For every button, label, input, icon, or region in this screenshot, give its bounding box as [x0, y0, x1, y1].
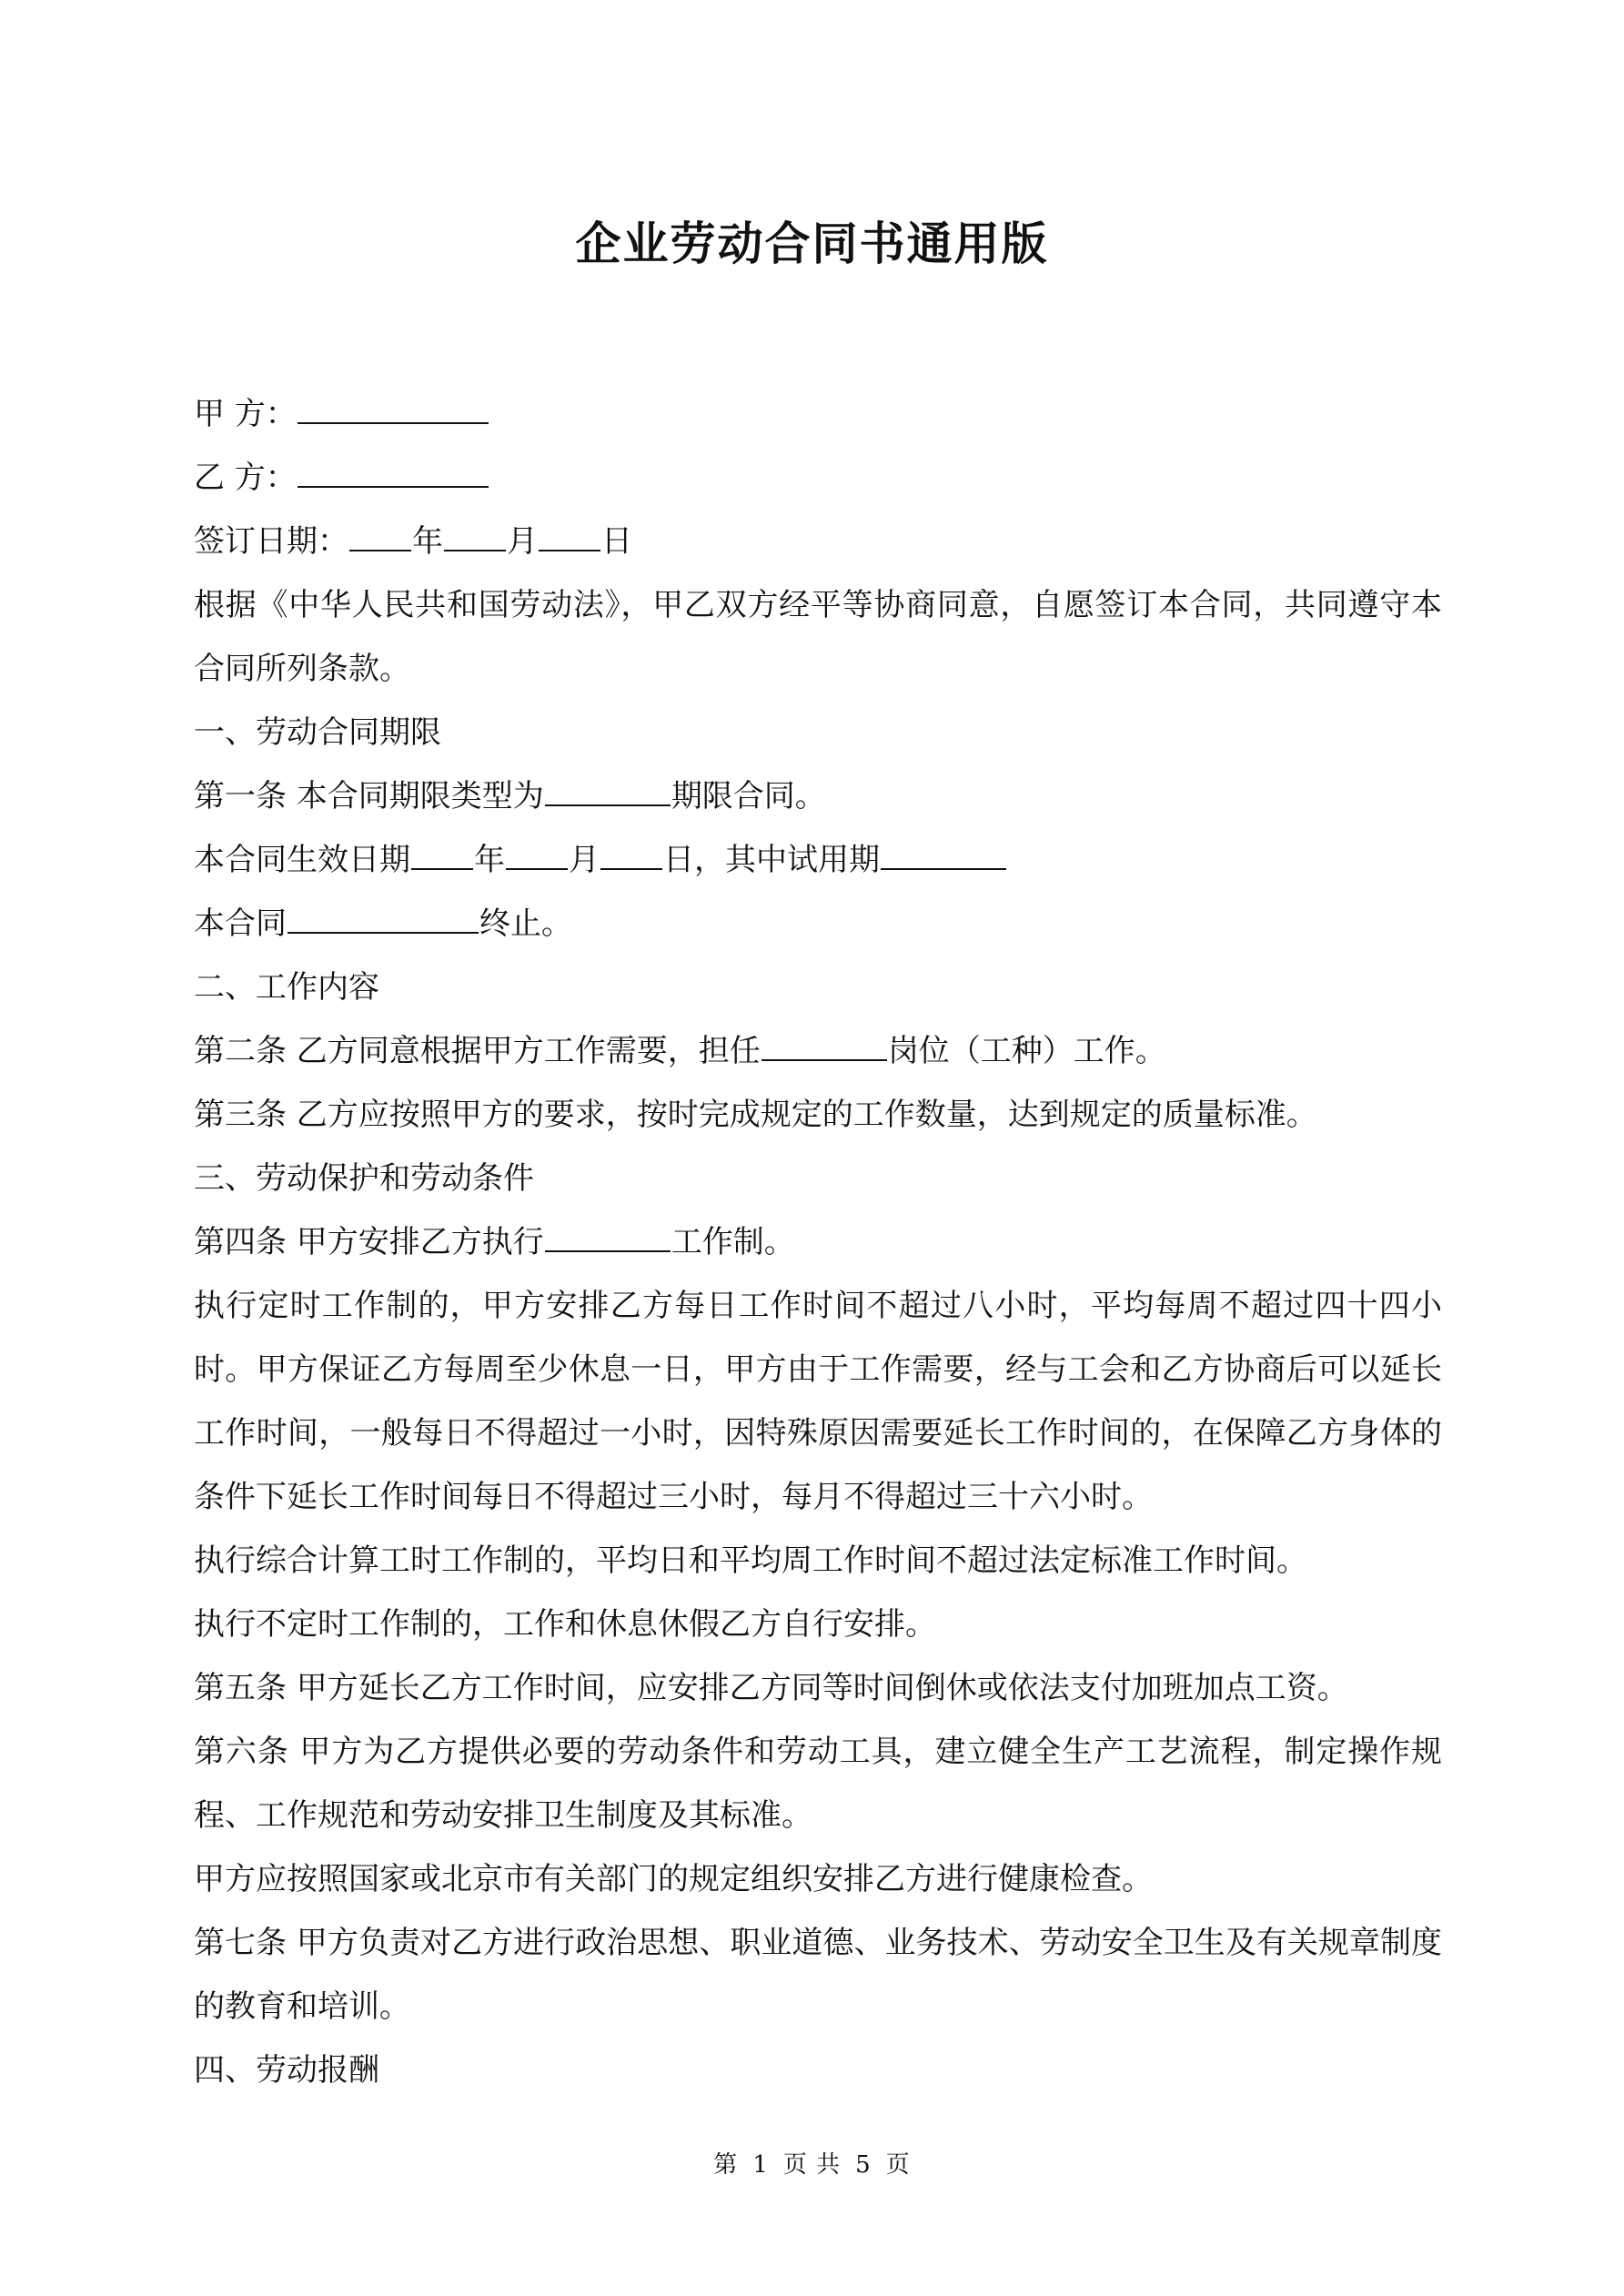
effective-day-label: 日，其中试用期: [663, 842, 880, 878]
section-3-heading: 三、劳动保护和劳动条件: [194, 1160, 534, 1197]
effective-month-blank[interactable]: [506, 835, 568, 870]
footer-page-suffix: 页: [885, 2151, 911, 2179]
effective-year-blank[interactable]: [411, 835, 473, 870]
sign-date-label: 签订日期：: [194, 523, 348, 560]
health-check-paragraph: 甲方应按照国家或北京市有关部门的规定组织安排乙方进行健康检查。: [194, 1861, 1153, 1897]
party-a-line: [194, 382, 1442, 446]
page-footer: [0, 2146, 1624, 2180]
party-a-blank[interactable]: [298, 389, 489, 424]
article-2-prefix: 第二条 乙方同意根据甲方工作需要，担任: [194, 1033, 761, 1069]
sign-month-blank[interactable]: [444, 517, 506, 551]
sign-month-label: 月: [507, 523, 538, 560]
document-body: [194, 382, 1442, 2102]
article-1: [194, 764, 1442, 828]
article-2: [194, 1019, 1442, 1083]
article-5: 第五条 甲方延长乙方工作时间，应安排乙方同等时间倒休或依法支付加班加点工资。: [194, 1670, 1348, 1706]
effective-date-line: [194, 828, 1442, 892]
contract-type-blank[interactable]: [545, 772, 671, 806]
article-4-prefix: 第四条 甲方安排乙方执行: [194, 1224, 544, 1260]
sign-date-line: [194, 510, 1442, 573]
intro-paragraph: 根据《中华人民共和国劳动法》，甲乙双方经平等协商同意，自愿签订本合同，共同遵守本合同所列条款。: [194, 587, 1442, 687]
footer-page-current: 1: [752, 2151, 769, 2179]
article-2-suffix: 岗位（工种）工作。: [887, 1033, 1166, 1069]
position-blank[interactable]: [762, 1027, 887, 1061]
sign-year-blank[interactable]: [349, 517, 411, 551]
section-4-heading: 四、劳动报酬: [194, 2052, 379, 2089]
party-b-label: 乙 方：: [194, 460, 297, 496]
probation-blank[interactable]: [881, 835, 1006, 870]
section-2-heading: 二、工作内容: [194, 969, 379, 1006]
section-1-heading: 一、劳动合同期限: [194, 714, 441, 751]
term-end-blank[interactable]: [287, 899, 479, 934]
effective-day-blank[interactable]: [600, 835, 662, 870]
article-7: 第七条 甲方负责对乙方进行政治思想、职业道德、业务技术、劳动安全卫生及有关规章制度的教育和培训。: [194, 1925, 1442, 2025]
article-1-suffix: 期限合同。: [671, 778, 826, 814]
article-1-prefix: 第一条 本合同期限类型为: [194, 778, 544, 814]
footer-page-total: 5: [855, 2151, 872, 2179]
fixed-hours-paragraph: 执行定时工作制的，甲方安排乙方每日工作时间不超过八小时，平均每周不超过四十四小时。甲方保证乙方每周至少休息一日，甲方由于工作需要，经与工会和乙方协商后可以延长工作时间，一般每日不得超过一小时，因特殊原因需要延长工作时间的，在保障乙方身体的条件下延长工作时间每日不得超过三小时，每月不得超过三十六小时。: [194, 1288, 1442, 1515]
party-b-line: [194, 446, 1442, 510]
term-suffix: 终止。: [479, 905, 572, 942]
sign-day-label: 日: [601, 523, 632, 560]
term-prefix: 本合同: [194, 905, 287, 942]
article-4: [194, 1210, 1442, 1274]
effective-month-label: 月: [569, 842, 600, 878]
combined-hours-paragraph: 执行综合计算工时工作制的，平均日和平均周工作时间不超过法定标准工作时间。: [194, 1542, 1307, 1579]
party-b-blank[interactable]: [298, 453, 489, 488]
footer-page-mid: 页 共: [782, 2151, 842, 2179]
work-system-blank[interactable]: [545, 1218, 671, 1252]
term-end-line: [194, 892, 1442, 956]
document-title: 企业劳动合同书通用版: [575, 217, 1049, 270]
effective-year-label: 年: [474, 842, 505, 878]
article-6: 第六条 甲方为乙方提供必要的劳动条件和劳动工具，建立健全生产工艺流程，制定操作规程、工作规范和劳动安排卫生制度及其标准。: [194, 1734, 1442, 1834]
footer-page-label: 第: [713, 2151, 739, 2179]
sign-year-label: 年: [412, 523, 443, 560]
flexible-hours-paragraph: 执行不定时工作制的，工作和休息休假乙方自行安排。: [194, 1606, 936, 1643]
article-4-suffix: 工作制。: [671, 1224, 795, 1260]
sign-day-blank[interactable]: [539, 517, 600, 551]
effective-prefix: 本合同生效日期: [194, 842, 410, 878]
article-3: 第三条 乙方应按照甲方的要求，按时完成规定的工作数量，达到规定的质量标准。: [194, 1097, 1317, 1133]
party-a-label: 甲 方：: [194, 396, 297, 432]
